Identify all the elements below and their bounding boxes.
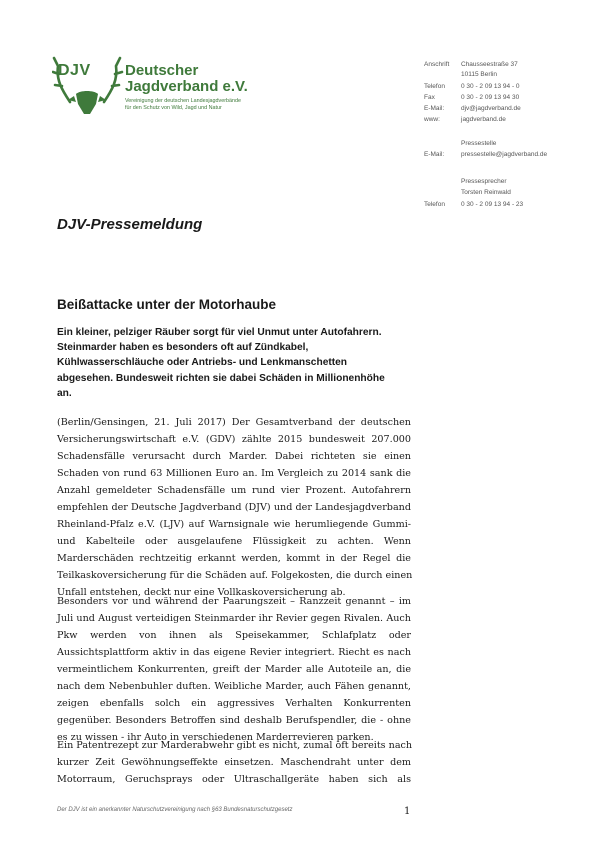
spokesperson-phone-label: Telefon xyxy=(424,201,445,208)
org-name-line1: Deutscher xyxy=(125,62,199,79)
www-label: www: xyxy=(424,116,440,123)
body-paragraph-1 xyxy=(57,414,411,601)
lead-line: an. xyxy=(57,387,72,399)
org-name-line2: Jagdverband e.V. xyxy=(125,78,248,95)
phone-label: Telefon xyxy=(424,83,445,90)
paragraph-line: Marderschäden rechtzeitig erkannt werden, kommt in der Regel die xyxy=(57,553,411,564)
spokesperson-title: Pressesprecher xyxy=(461,178,507,185)
paragraph-line: Unfall entstehen, deckt nur eine Vollkaskoversicherung ab. xyxy=(57,587,346,598)
lead-line: Steinmarder haben es besonders oft auf Zündkabel, xyxy=(57,342,309,354)
paragraph-line: (Berlin/Gensingen, 21. Juli 2017) Der Gesamtverband der deutschen xyxy=(57,417,411,428)
spokesperson-name: Torsten Reinwald xyxy=(461,189,511,196)
article-title: Beißattacke unter der Motorhaube xyxy=(57,297,277,312)
lead-line: Kühlwasserschläuche oder Antriebs- und Lenkmanschetten xyxy=(57,357,348,369)
address-label: Anschrift xyxy=(424,61,450,68)
lead-paragraph xyxy=(57,325,407,401)
paragraph-line: vermeintlichem Konkurrenten, greift der Marder alle Autoteile an, die xyxy=(57,664,411,675)
paragraph-line: kurzer Zeit Gewöhnungseffekte einsetzen. Maschendraht unter dem xyxy=(57,757,411,768)
lead-line: abgesehen. Bundesweit richten sie dabei Schäden in Millionenhöhe xyxy=(57,372,385,384)
press-label: Pressestelle xyxy=(461,140,497,147)
paragraph-line: Motorraum, Geruchsprays oder Ultraschallgeräte haben sich als xyxy=(57,774,411,785)
paragraph-line: Juli und August verteidigen Steinmarder ihr Revier gegen Rivalen. Auch xyxy=(57,613,411,624)
paragraph-line: Teilkaskoversicherung für die Schäden auf. Folgekosten, die durch einen xyxy=(57,570,413,581)
paragraph-line: empfehlen der Deutsche Jagdverband (DJV) und der Landesjagdverband xyxy=(57,502,411,513)
press-email-label: E-Mail: xyxy=(424,151,445,158)
logo-text: DJV xyxy=(58,62,91,79)
address-line2: 10115 Berlin xyxy=(461,71,498,78)
email-link[interactable]: djv@jagdverband.de xyxy=(461,105,521,112)
phone-value: 0 30 - 2 09 13 94 - 0 xyxy=(461,83,520,90)
paragraph-line: Ein Patentrezept zur Marderabwehr gibt es nicht, zumal oft bereits nach xyxy=(57,740,413,751)
document-heading: DJV-Pressemeldung xyxy=(57,216,203,233)
paragraph-line: Schadensfälle verursacht durch Marder. Dabei richteten sie einen xyxy=(57,451,411,462)
paragraph-line: gegenüber. Besonders Betroffen sind deshalb Berufspendler, die - ohne xyxy=(57,715,411,726)
fax-label: Fax xyxy=(424,94,435,101)
press-email-link[interactable]: pressestelle@jagdverband.de xyxy=(461,151,548,158)
paragraph-line: Rheinland-Pfalz e.V. (LJV) auf Warnsignale wie herumliegende Gummi- xyxy=(57,519,411,530)
fax-value: 0 30 - 2 09 13 94 30 xyxy=(461,94,520,101)
page-number: 1 xyxy=(404,806,411,817)
paragraph-line: Schaden von rund 63 Millionen Euro an. Im Vergleich zu 2014 sank die xyxy=(57,468,411,479)
www-link[interactable]: jagdverband.de xyxy=(461,116,506,123)
footer-note: Der DJV ist ein anerkannter Naturschutzvereinigung nach §63 Bundesnaturschutzgesetz xyxy=(57,807,293,813)
paragraph-line: Pkw werden von ihnen als Speisekammer, Schlafplatz oder xyxy=(57,630,411,641)
letterhead-logo xyxy=(52,52,252,118)
paragraph-line: Aussichtsplattform aktiv in das eigene Revier integriert. Riecht es nach xyxy=(57,647,411,658)
paragraph-line: zeigen ebenfalls solch ein aggressives Verhalten Konkurrenten xyxy=(57,698,411,709)
spokesperson-phone: 0 30 - 2 09 13 94 - 23 xyxy=(461,201,524,208)
body-paragraph-2 xyxy=(57,593,411,746)
lead-line: Ein kleiner, pelziger Räuber sorgt für viel Unmut unter Autofahrern. xyxy=(57,327,382,338)
address-line1: Chausseestraße 37 xyxy=(461,61,518,68)
email-label: E-Mail: xyxy=(424,105,445,112)
body-paragraph-3 xyxy=(57,737,411,788)
paragraph-line: Besonders vor und während der Paarungszeit – Ranzzeit genannt – im xyxy=(57,596,411,607)
paragraph-line: es zu wissen - ihr Auto in verschiedenen Marderrevieren parken. xyxy=(57,732,374,743)
paragraph-line: nach dem Nebenbuhler duften. Weibliche Marder, auch Fähen genannt, xyxy=(57,681,411,692)
org-tagline-1: Vereinigung der deutschen Landesjagdverbände xyxy=(125,98,241,104)
paragraph-line: und Kabelteile oder ausgelaufene Flüssigkeit zu achten. Wenn xyxy=(57,536,411,547)
paragraph-line: Versicherungswirtschaft e.V. (GDV) zählte 2015 bundesweit 207.000 xyxy=(57,434,411,445)
org-tagline-2: für den Schutz von Wild, Jagd und Natur xyxy=(125,105,222,111)
paragraph-line: Anzahl gemeldeter Schadensfälle um rund vier Prozent. Autofahrern xyxy=(57,485,411,496)
